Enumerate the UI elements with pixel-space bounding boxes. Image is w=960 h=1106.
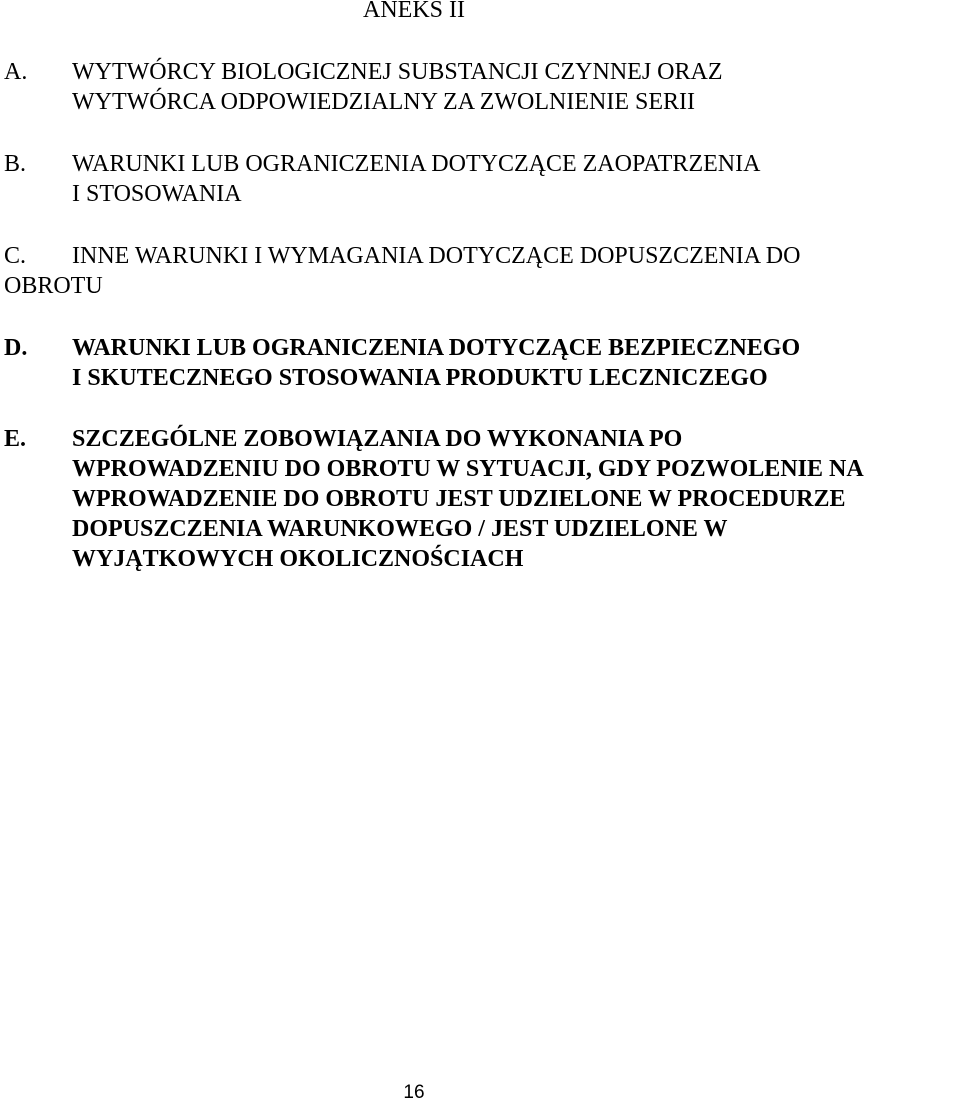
- section-e-line-2: WPROWADZENIU DO OBROTU W SYTUACJI, GDY POZWOLENIE NA: [72, 456, 864, 482]
- section-e-line-3: WPROWADZENIE DO OBROTU JEST UDZIELONE W PROCEDURZE: [72, 486, 846, 512]
- section-e-line-4: DOPUSZCZENIA WARUNKOWEGO / JEST UDZIELONE W: [72, 516, 728, 542]
- section-c-line-2: OBROTU: [4, 273, 103, 299]
- section-c-title: [4, 241, 801, 301]
- section-c-line-1: INNE WARUNKI I WYMAGANIA DOTYCZĄCE DOPUSZCZENIA DO: [72, 243, 801, 269]
- section-e-letter: E.: [4, 426, 27, 452]
- page-number: 16: [403, 1082, 425, 1103]
- section-e-line-1: SZCZEGÓLNE ZOBOWIĄZANIA DO WYKONANIA PO: [72, 426, 683, 452]
- section-d-line-1: WARUNKI LUB OGRANICZENIA DOTYCZĄCE BEZPIECZNEGO: [72, 335, 801, 361]
- section-a-line-1: WYTWÓRCY BIOLOGICZNEJ SUBSTANCJI CZYNNEJ ORAZ: [72, 59, 723, 85]
- section-a-line-2: WYTWÓRCA ODPOWIEDZIALNY ZA ZWOLNIENIE SERII: [72, 89, 695, 115]
- section-b-title: [72, 149, 760, 209]
- section-d-title: [72, 333, 800, 393]
- section-b-letter: B.: [4, 151, 27, 177]
- section-d-letter: D.: [4, 335, 28, 361]
- section-e-line-5: WYJĄTKOWYCH OKOLICZNOŚCIACH: [72, 546, 524, 572]
- section-a-letter: A.: [4, 59, 28, 85]
- section-c-letter: C.: [4, 243, 27, 269]
- section-e-title: [72, 424, 864, 574]
- section-b-line-1: WARUNKI LUB OGRANICZENIA DOTYCZĄCE ZAOPATRZENIA: [72, 151, 761, 177]
- section-d-line-2: I SKUTECZNEGO STOSOWANIA PRODUKTU LECZNICZEGO: [72, 365, 768, 391]
- section-b-line-2: I STOSOWANIA: [72, 181, 242, 207]
- section-a-title: [72, 57, 723, 117]
- annex-heading: ANEKS II: [363, 0, 465, 23]
